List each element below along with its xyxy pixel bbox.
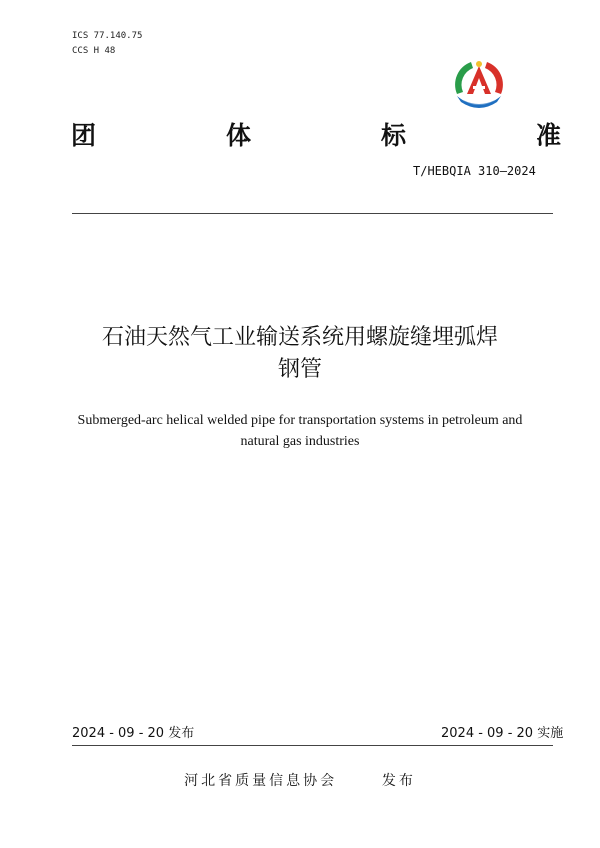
logo-yellow-dot: [476, 61, 482, 67]
english-title-line-1: Submerged-arc helical welded pipe for transportation systems in petroleum and: [77, 413, 523, 428]
publish-date: 2024 - 09 - 20 发布: [72, 726, 195, 741]
standard-type-char-1: 团: [71, 121, 97, 150]
chinese-title: [0, 322, 600, 386]
logo-letter-a: [467, 66, 491, 94]
english-title-line-2: natural gas industries: [240, 434, 360, 449]
standard-type-char-3: 标: [381, 121, 407, 150]
ics-code: ICS 77.140.75: [72, 31, 143, 41]
publisher-line: 河北省质量信息协会 发布: [184, 773, 416, 789]
bottom-divider: [72, 745, 553, 746]
standard-number: T/HEBQIA 310—2024: [413, 164, 536, 178]
logo-blue-wave: [457, 96, 501, 108]
top-divider: [72, 213, 553, 214]
chinese-title-line-1: 石油天然气工业输送系统用螺旋缝埋弧焊: [101, 325, 498, 350]
standard-type-char-2: 体: [226, 121, 252, 150]
association-logo: [449, 56, 509, 112]
chinese-title-line-2: 钢管: [277, 357, 322, 382]
standard-type-char-4: 准: [536, 121, 562, 150]
english-title: [0, 410, 600, 452]
implement-date: 2024 - 09 - 20 实施: [441, 726, 564, 741]
ccs-code: CCS H 48: [72, 46, 116, 56]
